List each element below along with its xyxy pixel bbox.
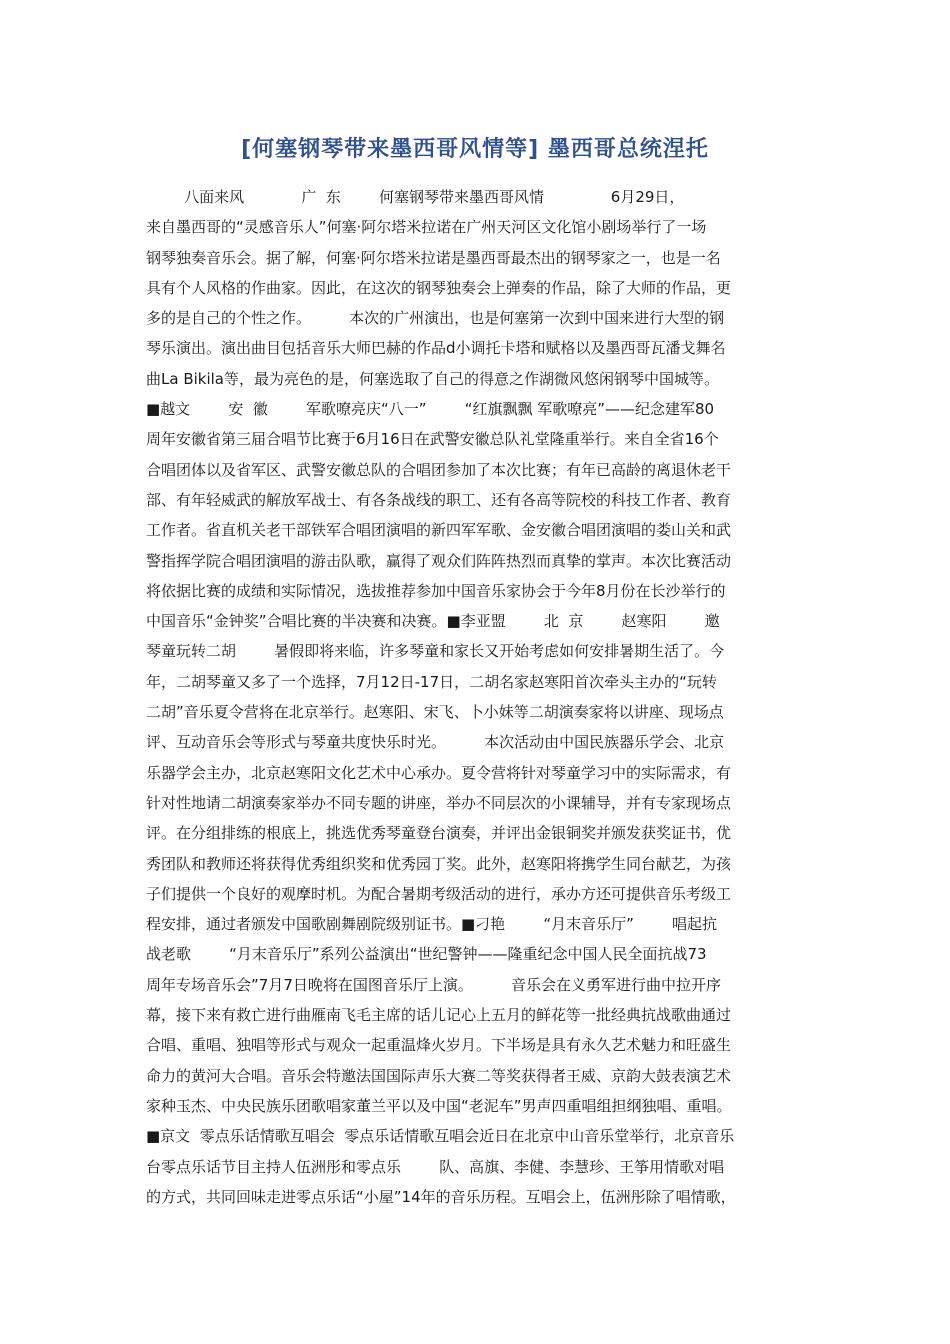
body-line: 警指挥学院合唱团演唱的游击队歌，赢得了观众们阵阵热烈而真挚的掌声。本次比赛活动 — [146, 551, 732, 570]
body-line: ■越文 安 徽 军歌嘹亮庆“八一” “红旗飘飘 军歌嘹亮”——纪念建军80 — [146, 400, 715, 419]
body-line: 幕，接下来有救亡进行曲雁南飞毛主席的话儿记心上五月的鲜花等一批经典抗战歌曲通过 — [146, 1006, 732, 1025]
body-line: 多的是自己的个性之作。 本次的广州演出，也是何塞第一次到中国来进行大型的钢 — [146, 309, 725, 328]
body-line: 程安排，通过者颁发中国歌剧舞剧院级别证书。■刁艳 “月末音乐厅” 唱起抗 — [146, 915, 718, 934]
body-line: 针对性地请二胡演奏家举办不同专题的讲座，举办不同层次的小课辅导，并有专家现场点 — [146, 793, 732, 812]
body-line: 的方式，共同回味走进零点乐话“小屋”14年的音乐历程。互唱会上，伍洲彤除了唱情歌， — [146, 1187, 736, 1206]
body-line: 琴童玩转二胡 暑假即将来临，许多琴童和家长又开始考虑如何安排暑期生活了。今 — [146, 642, 725, 661]
body-line: 琴乐演出。演出曲目包括音乐大师巴赫的作品d小调托卡塔和赋格以及墨西哥瓦潘戈舞名 — [146, 339, 726, 358]
body-line: ■京文 零点乐话情歌互唱会 零点乐话情歌互唱会近日在北京中山音乐堂举行，北京音乐 — [146, 1127, 735, 1146]
body-line: 评。在分组排练的根底上，挑选优秀琴童登台演奏，并评出金银铜奖并颁发获奖证书，优 — [146, 824, 732, 843]
body-line: 合唱、重唱、独唱等形式与观众一起重温烽火岁月。下半场是具有永久艺术魅力和旺盛生 — [146, 1036, 732, 1055]
body-line: 部、有年轻威武的解放军战士、有各条战线的职工、还有各高等院校的科技工作者、教育 — [146, 490, 732, 509]
body-line: 具有个人风格的作曲家。因此，在这次的钢琴独奏会上弹奏的作品，除了大师的作品，更 — [146, 278, 732, 297]
body-line: 二胡”音乐夏令营将在北京举行。赵寒阳、宋飞、卜小妹等二胡演奏家将以讲座、现场点 — [146, 703, 724, 722]
body-line: 评、互动音乐会等形式与琴童共度快乐时光。 本次活动由中国民族器乐学会、北京 — [146, 733, 725, 752]
body-line: 钢琴独奏音乐会。据了解，何塞·阿尔塔米拉诺是墨西哥最杰出的钢琴家之一，也是一名 — [146, 248, 721, 267]
body-line: 工作者。省直机关老干部铁军合唱团演唱的新四军军歌、金安徽合唱团演唱的娄山关和武 — [146, 521, 732, 540]
body-line: 中国音乐“金钟奖”合唱比赛的半决赛和决赛。■李亚盟 北 京 赵寒阳 邀 — [146, 612, 720, 631]
body-line: 子们提供一个良好的观摩时机。为配合暑期考级活动的进行，承办方还可提供音乐考级工 — [146, 884, 732, 903]
body-line: 来自墨西哥的“灵感音乐人”何塞·阿尔塔米拉诺在广州天河区文化馆小剧场举行了一场 — [146, 218, 707, 237]
body-line: 八面来风 广 东 何塞钢琴带来墨西哥风情 6月29日， — [146, 188, 685, 206]
body-line: 台零点乐话节目主持人伍洲彤和零点乐 队、高旗、李健、李慧珍、王筝用情歌对唱 — [146, 1157, 725, 1176]
body-line: 乐器学会主办，北京赵寒阳文化艺术中心承办。夏令营将针对琴童学习中的实际需求，有 — [146, 763, 732, 782]
body-line: 年，二胡琴童又多了一个选择，7月12日-17日，二胡名家赵寒阳首次牵头主办的“玩转 — [146, 672, 717, 691]
body-line: 周年安徽省第三届合唱节比赛于6月16日在武警安徽总队礼堂隆重举行。来自全省16个 — [146, 430, 719, 449]
article-body — [146, 182, 816, 1212]
body-line: 周年专场音乐会”7月7日晚将在国图音乐厅上演。 音乐会在义勇军进行曲中拉开序 — [146, 975, 722, 994]
body-line: 秀团队和教师还将获得优秀组织奖和优秀园丁奖。此外，赵寒阳将携学生同台献艺，为孩 — [146, 854, 732, 873]
body-line: 战老歌 “月末音乐厅”系列公益演出“世纪警钟——隆重纪念中国人民全面抗战73 — [146, 945, 707, 964]
body-line: 命力的黄河大合唱。音乐会特邀法国国际声乐大赛二等奖获得者王威、京韵大鼓表演艺术 — [146, 1066, 732, 1085]
body-line: 曲La Bikila等，最为亮色的是，何塞选取了自己的得意之作湖微风悠闲钢琴中国城等。 — [146, 369, 719, 388]
document-title: [何塞钢琴带来墨西哥风情等] 墨西哥总统涅托 — [241, 137, 709, 162]
body-line: 合唱团体以及省军区、武警安徽总队的合唱团参加了本次比赛；有年已高龄的离退休老干 — [146, 460, 732, 479]
body-line: 家种玉杰、中央民族乐团歌唱家董兰平以及中国“老泥车”男声四重唱组担纲独唱、重唱。 — [146, 1096, 732, 1115]
body-line: 将依据比赛的成绩和实际情况，选拔推荐参加中国音乐家协会于今年8月份在长沙举行的 — [146, 581, 726, 600]
